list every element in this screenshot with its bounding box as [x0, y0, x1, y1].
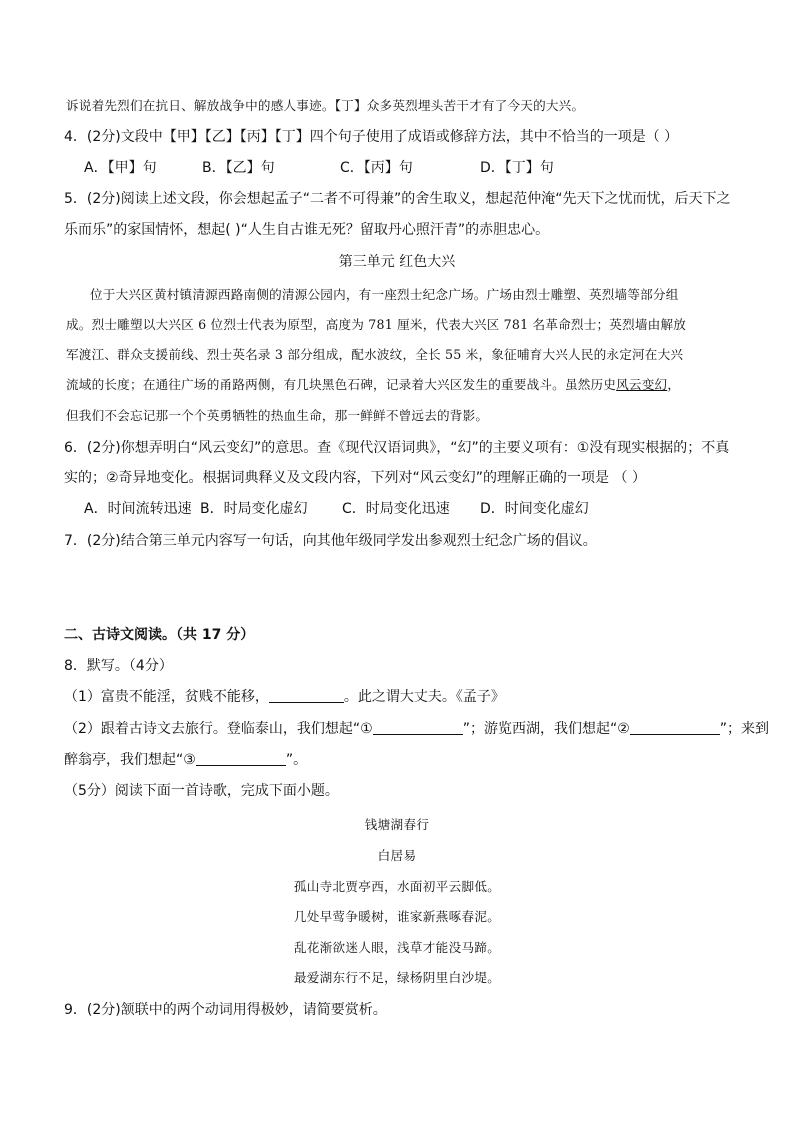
unit-3-title: 第三单元 红色大兴	[338, 254, 456, 270]
question-5-line-1: 5．(2分)阅读上述文段，你会想起孟子“二者不可得兼”的舍生取义，想起范仲淹“先天下之忧而忧，后天下之	[64, 191, 731, 207]
question-8-part-1-text-a: （1）富贵不能淫，贫贱不能移，	[64, 689, 269, 705]
question-8-part-2-text-c: ”；来到	[719, 721, 770, 737]
question-8-part-2-continued	[64, 749, 307, 769]
question-4-option-d[interactable]: D．【丁】句	[480, 160, 554, 176]
question-9-line: 9．(2分)颔联中的两个动词用得极妙，请简要赏析。	[64, 1002, 387, 1018]
question-6-option-d[interactable]: D．时间变化虚幻	[480, 501, 589, 517]
section-2-heading: 二、古诗文阅读。（共 17 分）	[64, 627, 255, 643]
question-7-line: 7．(2分)结合第三单元内容写一句话，向其他年级同学发出参观烈士纪念广场的倡议。	[64, 533, 597, 549]
answer-blank-4[interactable]	[196, 751, 286, 766]
question-6-option-c[interactable]: C．时局变化迅速	[342, 501, 450, 517]
question-4-option-c[interactable]: C．【丙】句	[340, 160, 413, 176]
poem-line-3: 乱花渐欲迷人眼，浅草才能没马蹄。	[293, 940, 501, 955]
poem-line-1: 孤山寺北贾亭西，水面初平云脚低。	[293, 879, 501, 894]
unit-3-passage-line-3: 军渡江、群众支援前线、烈士英名录 3 部分组成，配水波纹，全长 55 米，象征哺育大兴人民的永定河在大兴	[66, 347, 684, 362]
question-6-line-2: 实的；②奇异地变化。根据词典释义及文段内容，下列对“风云变幻”的理解正确的一项是 （ ）	[64, 470, 646, 486]
question-6-option-a[interactable]: A．时间流转迅速	[84, 501, 192, 517]
poem-title: 钱塘湖春行	[364, 817, 430, 832]
unit-3-passage-line-2: 成。烈士雕塑以大兴区 6 位烈士代表为原型，高度为 781 厘米，代表大兴区 781 名革命烈士；英烈墙由解放	[66, 317, 687, 332]
passage-continuation-line: 诉说着先烈们在抗日、解放战争中的感人事迹。【丁】众多英烈埋头苦干才有了今天的大兴。	[66, 98, 585, 113]
answer-blank-3[interactable]	[630, 720, 720, 735]
question-5-line-2: 乐而乐”的家国情怀，想起( )“人生自古谁无死？留取丹心照汗青”的赤胆忠心。	[64, 222, 550, 238]
unit-3-passage-line-4-end: ，	[667, 377, 681, 392]
question-6-option-b[interactable]: B．时局变化虚幻	[200, 501, 308, 517]
poem-line-2: 几处早莺争暖树，谁家新燕啄春泥。	[293, 909, 501, 924]
question-8-part-1-text-b: 。此之谓大丈夫。《孟子》	[343, 689, 505, 705]
poem-author: 白居易	[377, 848, 417, 863]
question-8-part-1	[64, 686, 505, 706]
question-6-line-1: 6．(2分)你想弄明白“风云变幻”的意思。查《现代汉语词典》，“幻”的主要义项有：①没有现实根据的；不真	[64, 440, 730, 456]
underlined-phrase: 风云变幻	[616, 377, 668, 392]
answer-blank-1[interactable]	[269, 688, 344, 703]
question-8-part-2-text-b: ”；游览西湖，我们想起“②	[462, 721, 630, 737]
poem-line-4: 最爱湖东行不足，绿杨阴里白沙堤。	[293, 970, 501, 985]
question-8-part-2	[64, 718, 769, 738]
unit-3-passage-line-1: 位于大兴区黄村镇清源西路南侧的清源公园内，有一座烈士纪念广场。广场由烈士雕塑、英烈墙等部分组	[90, 287, 679, 302]
reading-intro: （5分）阅读下面一首诗歌，完成下面小题。	[64, 783, 339, 799]
unit-3-passage-line-4-text: 流域的长度；在通往广场的甬路两侧，有几块黑色石碑，记录着大兴区发生的重要战斗。虽然历史	[66, 377, 617, 392]
question-8-part-2-text-e: ”。	[285, 752, 308, 768]
question-8-stem: 8．默写。（4分）	[64, 658, 173, 674]
question-4-option-a[interactable]: A．【甲】句	[84, 160, 157, 176]
answer-blank-2[interactable]	[373, 720, 463, 735]
question-4-option-b[interactable]: B．【乙】句	[202, 160, 275, 176]
unit-3-passage-line-4	[66, 374, 680, 393]
question-4-stem: 4．(2分)文段中【甲】【乙】【丙】【丁】四个句子使用了成语或修辞方法，其中不恰当的一项是（ ）	[64, 129, 679, 145]
question-8-part-2-text-d: 醉翁亭，我们想起“③	[64, 752, 196, 768]
unit-3-passage-line-5: 但我们不会忘记那一个个英勇牺牲的热血生命，那一鲜鲜不曾远去的背影。	[66, 408, 489, 423]
question-8-part-2-text-a: （2）跟着古诗文去旅行。登临泰山，我们想起“①	[64, 721, 373, 737]
